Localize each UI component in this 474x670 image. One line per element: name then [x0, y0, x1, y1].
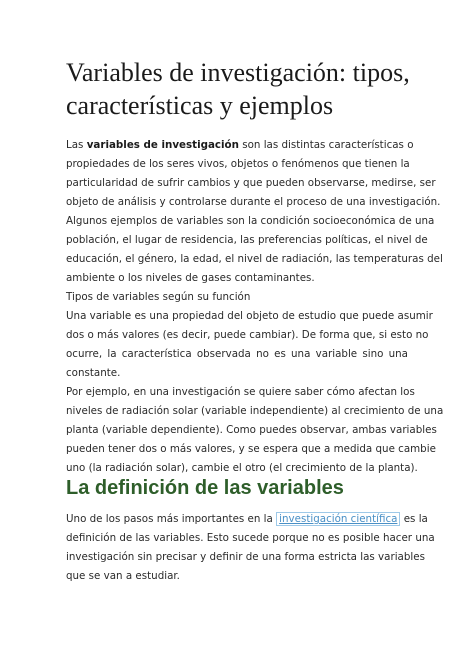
paragraph-line: dos o más valores (es decir, puede cambiar). De forma que, si esto no — [66, 329, 429, 341]
text-run: Las — [66, 139, 84, 151]
title-line-1: Variables de investigación: tipos, — [66, 58, 410, 87]
paragraph-example — [66, 383, 444, 478]
paragraph-line — [66, 510, 428, 529]
bold-term: variables de investigación — [86, 139, 239, 151]
text-run: son las distintas características o — [242, 139, 414, 151]
paragraph-line: Algunos ejemplos de variables son la condición socioeconómica de una — [66, 215, 435, 227]
paragraph-line: planta (variable dependiente). Como puedes observar, ambas variables — [66, 424, 437, 436]
paragraph-line: particularidad de sufrir cambios y que pueden observarse, medirse, ser — [66, 177, 436, 189]
paragraph-types — [66, 288, 433, 383]
text-run: Uno de los pasos más importantes en la — [66, 513, 273, 525]
paragraph-line: definición de las variables. Esto sucede porque no es posible hacer una — [66, 532, 435, 544]
paragraph-line: ambiente o los niveles de gases contaminantes. — [66, 272, 315, 284]
paragraph-definition-section — [66, 510, 435, 586]
paragraph-line: pueden tener dos o más valores, y se espera que a medida que cambie — [66, 443, 436, 455]
paragraph-line: población, el lugar de residencia, las preferencias políticas, el nivel de — [66, 234, 428, 246]
paragraph-line: constante. — [66, 367, 121, 379]
paragraph-line: investigación sin precisar y definir de una forma estricta las variables — [66, 551, 425, 563]
title-line-2: características y ejemplos — [66, 91, 334, 120]
paragraph-line: niveles de radiación solar (variable independiente) al crecimiento de una — [66, 405, 444, 417]
paragraph-examples — [66, 212, 443, 288]
paragraph-line: uno (la radiación solar), cambie el otro (el crecimiento de la planta). — [66, 462, 418, 474]
paragraph-line: objeto de análisis y controlarse durante el proceso de una investigación. — [66, 196, 441, 208]
paragraph-line: Tipos de variables según su función — [66, 291, 251, 303]
paragraph-line: educación, el género, la edad, el nivel de radiación, las temperaturas del — [66, 253, 443, 265]
document-title — [66, 56, 436, 122]
paragraph-line: propiedades de los seres vivos, objetos o fenómenos que tienen la — [66, 158, 410, 170]
paragraph-line: Una variable es una propiedad del objeto de estudio que puede asumir — [66, 310, 433, 322]
section-heading: La definición de las variables — [66, 477, 344, 499]
paragraph-line: ocurre, la característica observada no es una variable sino una — [66, 348, 408, 360]
paragraph-line: Por ejemplo, en una investigación se quiere saber cómo afectan los — [66, 386, 415, 398]
paragraph-line: que se van a estudiar. — [66, 570, 180, 582]
text-run: es la — [403, 513, 428, 525]
paragraph-line — [66, 136, 414, 155]
scientific-research-link[interactable]: investigación científica — [276, 512, 400, 526]
paragraph-definition — [66, 136, 441, 212]
